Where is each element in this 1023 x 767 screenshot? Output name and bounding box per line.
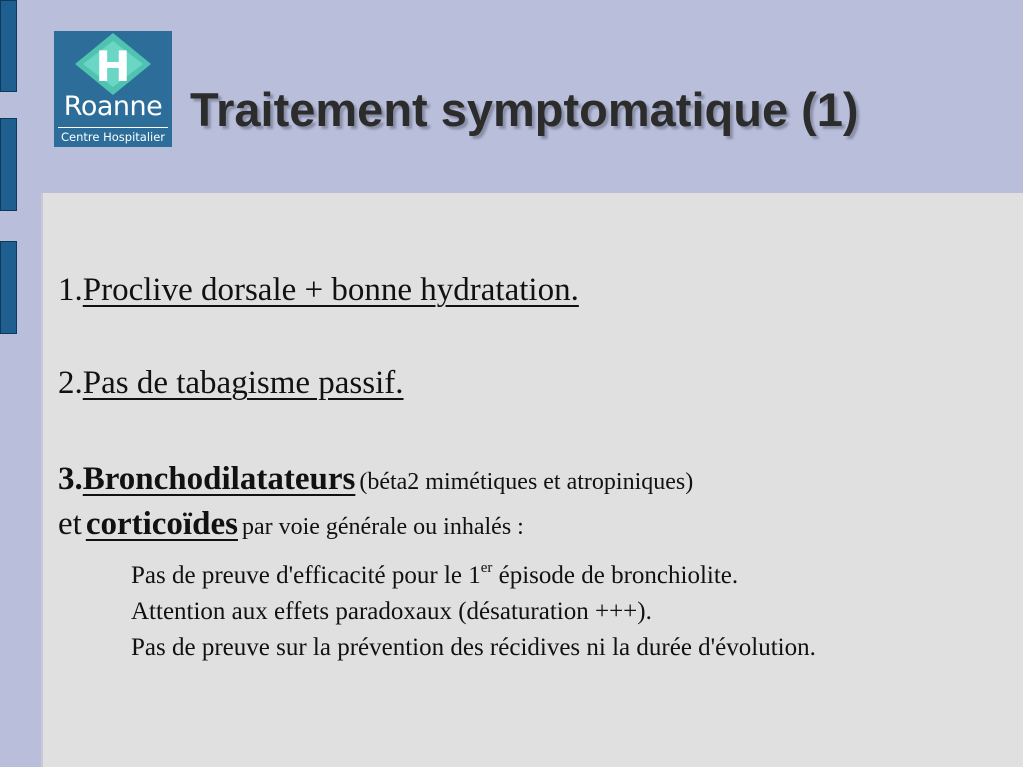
side-decoration-bar: [0, 241, 17, 334]
svg-text:H: H: [95, 42, 131, 91]
side-decoration-bar: [0, 118, 17, 211]
logo-subtitle: Centre Hospitalier: [58, 127, 168, 144]
item-connector: et: [58, 506, 82, 542]
item-term-2: corticoïdes: [85, 506, 238, 542]
ordinal-superscript: er: [480, 560, 493, 576]
list-item-3: [58, 461, 693, 498]
item-text: Pas de tabagisme passif.: [82, 365, 404, 401]
detail-line-3: Pas de preuve sur la prévention des récidives ni la durée d'évolution.: [131, 634, 816, 661]
detail-line-1: Pas de preuve d'efficacité pour le 1er épisode de bronchiolite.: [131, 560, 739, 589]
list-item-1: [58, 272, 579, 309]
content-panel: [41, 193, 1023, 767]
item-term-2-note: par voie générale ou inhalés :: [241, 514, 524, 540]
list-item-3-continued: [58, 506, 524, 543]
item-number: 2.: [58, 365, 83, 401]
logo-name: Roanne: [63, 91, 163, 122]
detail-line-2: Attention aux effets paradoxaux (désaturation +++).: [131, 598, 652, 625]
item-number: 3.: [58, 461, 83, 497]
hospital-logo: [54, 31, 172, 147]
item-term-note: (béta2 mimétiques et atropiniques): [359, 469, 694, 495]
item-number: 1.: [58, 272, 83, 308]
item-text: Proclive dorsale + bonne hydratation.: [82, 272, 579, 308]
slide-title: Traitement symptomatique (1): [190, 83, 859, 136]
list-item-2: [58, 365, 404, 402]
item-term: Bronchodilatateurs: [82, 461, 356, 497]
side-decoration-bar: [0, 0, 17, 92]
